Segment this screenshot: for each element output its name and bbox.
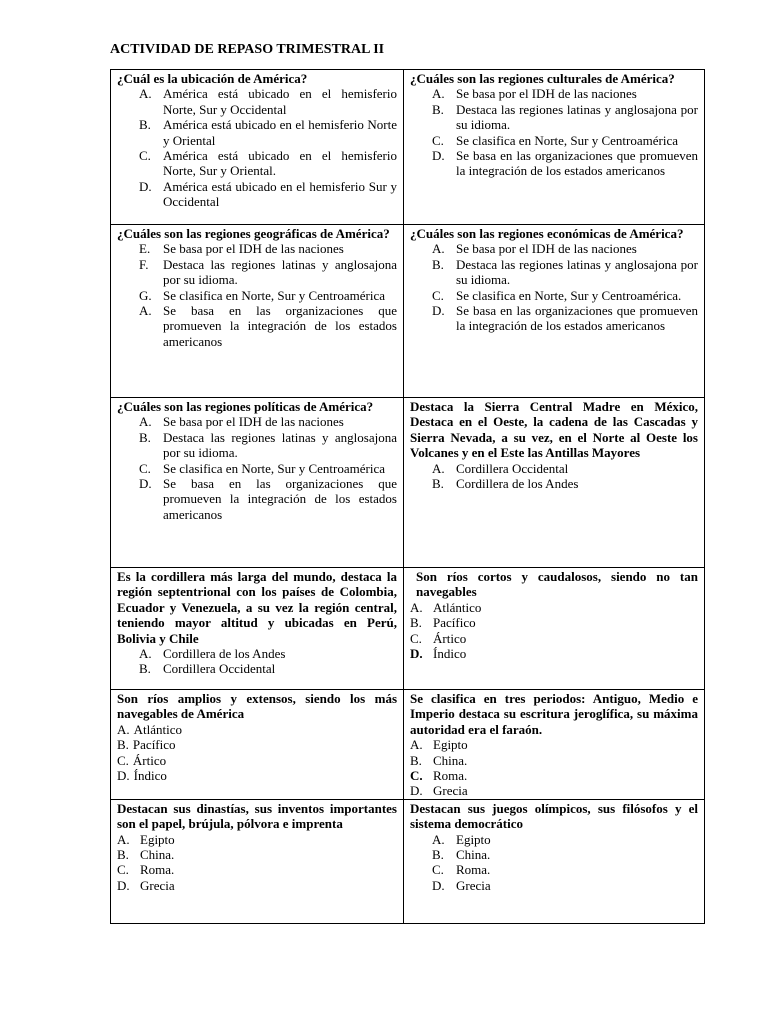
option-letter: B. bbox=[432, 101, 444, 117]
option-letter: C. bbox=[139, 460, 151, 476]
question-text: ¿Cuál es la ubicación de América? bbox=[117, 71, 308, 86]
quiz-table bbox=[110, 69, 705, 924]
option-letter: C. bbox=[432, 862, 444, 878]
option-item bbox=[117, 148, 397, 179]
option-item bbox=[117, 832, 397, 847]
option-item bbox=[410, 148, 698, 179]
option-letter: D. bbox=[410, 783, 423, 799]
option-item bbox=[117, 768, 397, 783]
option-text: Egipto bbox=[456, 831, 491, 847]
option-letter: A. bbox=[117, 831, 130, 847]
question-cell bbox=[404, 398, 705, 568]
option-text: Pacífico bbox=[132, 737, 176, 753]
option-item bbox=[117, 303, 397, 349]
option-text: Roma. bbox=[456, 862, 491, 878]
option-letter: A. bbox=[432, 831, 445, 847]
question-cell bbox=[404, 799, 705, 923]
question-text: ¿Cuáles son las regiones políticas de América? bbox=[117, 399, 374, 414]
option-text: Se clasifica en Norte, Sur y Centroamérica bbox=[163, 460, 385, 476]
option-text: China. bbox=[433, 752, 468, 768]
option-item bbox=[117, 753, 397, 768]
option-item bbox=[410, 257, 698, 288]
option-text: Destaca las regiones latinas y anglosajona por su idioma. bbox=[163, 256, 397, 288]
option-item bbox=[410, 288, 698, 303]
option-letter: A. bbox=[139, 303, 152, 319]
option-text: Se basa por el IDH de las naciones bbox=[456, 86, 637, 102]
option-text: Índico bbox=[433, 646, 467, 662]
option-item bbox=[410, 862, 698, 877]
option-text: Se basa en las organizaciones que promueven la integración de los estados americanos bbox=[163, 476, 397, 522]
option-item bbox=[117, 430, 397, 461]
option-text: Cordillera Occidental bbox=[456, 460, 569, 476]
option-item bbox=[410, 631, 698, 646]
option-text: Destaca las regiones latinas y anglosajona por su idioma. bbox=[163, 429, 397, 461]
table-row bbox=[111, 225, 705, 398]
question-text: Es la cordillera más larga del mundo, destaca la región septentrional con los países de Colombia, Ecuador y Venezuela, a su vez la región central, teniendo mayor altitud y ubicadas en Perú, Bolivia y Chile bbox=[117, 569, 397, 646]
option-text: Se clasifica en Norte, Sur y Centroamérica. bbox=[456, 287, 682, 303]
option-letter: B. bbox=[432, 476, 444, 492]
option-item bbox=[410, 241, 698, 256]
question-text: Se clasifica en tres periodos: Antiguo, Medio e Imperio destaca su escritura jeroglífica, su máxima autoridad era el faraón. bbox=[410, 691, 698, 737]
option-text: Se basa por el IDH de las naciones bbox=[163, 414, 344, 430]
option-item bbox=[410, 783, 698, 798]
option-item bbox=[117, 646, 397, 661]
option-text: Índico bbox=[133, 768, 167, 784]
question-text: ¿Cuáles son las regiones geográficas de América? bbox=[117, 226, 390, 241]
option-item bbox=[410, 600, 698, 615]
options-list bbox=[410, 600, 698, 662]
option-text: Cordillera de los Andes bbox=[163, 646, 286, 662]
question-text: ¿Cuáles son las regiones económicas de América? bbox=[410, 226, 684, 241]
option-letter: D. bbox=[117, 768, 130, 784]
question-text: ¿Cuáles son las regiones culturales de América? bbox=[410, 71, 675, 86]
options-list bbox=[117, 646, 397, 677]
option-letter: A. bbox=[432, 241, 445, 257]
option-letter: C. bbox=[410, 630, 422, 646]
option-letter: B. bbox=[139, 429, 151, 445]
question-text: Destaca la Sierra Central Madre en México, Destaca en el Oeste, la cadena de las Cascadas y Sierra Nevada, a su vez, en el Norte al Oeste los Volcanes y en el Este las Antillas Mayores bbox=[410, 399, 698, 461]
question-text: Son ríos amplios y extensos, siendo los más navegables de América bbox=[117, 691, 397, 722]
option-text: América está ubicado en el hemisferio Norte, Sur y Oriental. bbox=[163, 148, 397, 179]
option-letter: A. bbox=[432, 460, 445, 476]
table-row bbox=[111, 568, 705, 690]
option-item bbox=[117, 476, 397, 522]
option-text: China. bbox=[456, 847, 491, 863]
option-letter: C. bbox=[117, 862, 129, 878]
option-item bbox=[117, 414, 397, 429]
question-cell bbox=[111, 568, 404, 690]
option-text: América está ubicado en el hemisferio Sur y Occidental bbox=[163, 178, 397, 210]
option-item bbox=[410, 737, 698, 752]
option-item bbox=[410, 615, 698, 630]
option-text: Pacífico bbox=[433, 615, 476, 631]
option-text: Roma. bbox=[433, 768, 468, 784]
option-text: Grecia bbox=[456, 877, 491, 893]
option-text: América está ubicado en el hemisferio Norte, Sur y Occidental bbox=[163, 86, 397, 117]
question-cell bbox=[404, 690, 705, 800]
question-cell bbox=[404, 70, 705, 225]
options-list bbox=[410, 461, 698, 492]
option-item bbox=[117, 179, 397, 210]
options-list bbox=[410, 241, 698, 333]
option-letter: A. bbox=[139, 414, 152, 430]
option-text: Grecia bbox=[140, 877, 175, 893]
table-row bbox=[111, 690, 705, 800]
options-list bbox=[117, 832, 397, 894]
option-letter: C. bbox=[139, 148, 151, 164]
option-text: Ártico bbox=[132, 752, 167, 768]
option-letter: B. bbox=[139, 117, 151, 133]
option-item bbox=[117, 461, 397, 476]
option-letter: C. bbox=[117, 752, 129, 768]
table-row bbox=[111, 398, 705, 568]
option-letter: A. bbox=[117, 721, 130, 737]
document-title: ACTIVIDAD DE REPASO TRIMESTRAL II bbox=[110, 42, 385, 57]
option-item bbox=[410, 753, 698, 768]
option-item bbox=[410, 86, 698, 101]
option-item bbox=[410, 832, 698, 847]
question-cell bbox=[404, 568, 705, 690]
option-text: Se basa por el IDH de las naciones bbox=[456, 241, 637, 257]
options-list bbox=[410, 86, 698, 178]
option-letter: D. bbox=[117, 877, 130, 893]
table-row bbox=[111, 70, 705, 225]
option-letter: A. bbox=[410, 737, 423, 753]
table-row bbox=[111, 799, 705, 923]
option-letter: B. bbox=[410, 752, 422, 768]
option-item bbox=[117, 257, 397, 288]
option-letter: D. bbox=[139, 476, 152, 492]
option-text: Cordillera de los Andes bbox=[456, 476, 579, 492]
option-item bbox=[410, 461, 698, 476]
option-item bbox=[410, 768, 698, 783]
question-text: Destacan sus dinastías, sus inventos importantes son el papel, brújula, pólvora e imprenta bbox=[117, 800, 397, 832]
option-text: Grecia bbox=[433, 783, 468, 799]
option-item bbox=[117, 862, 397, 877]
option-letter: D. bbox=[139, 178, 152, 194]
question-cell bbox=[111, 690, 404, 800]
option-text: Roma. bbox=[140, 862, 175, 878]
option-letter: B. bbox=[432, 847, 444, 863]
option-letter: D. bbox=[432, 303, 445, 319]
option-letter: B. bbox=[117, 847, 129, 863]
question-cell bbox=[111, 398, 404, 568]
option-text: Se basa en las organizaciones que promueven la integración de los estados americanos bbox=[456, 148, 698, 179]
question-cell bbox=[111, 799, 404, 923]
option-item bbox=[117, 288, 397, 303]
option-text: Atlántico bbox=[433, 599, 482, 615]
option-letter: B. bbox=[117, 737, 129, 753]
option-text: Se clasifica en Norte, Sur y Centroamérica bbox=[163, 287, 385, 303]
option-item bbox=[410, 847, 698, 862]
options-list bbox=[410, 832, 698, 894]
option-text: Se basa en las organizaciones que promueven la integración de los estados americanos bbox=[163, 303, 397, 349]
option-letter: A. bbox=[410, 599, 423, 615]
option-text: Se clasifica en Norte, Sur y Centroamérica bbox=[456, 132, 678, 148]
question-text: Son ríos cortos y caudalosos, siendo no tan navegables bbox=[416, 569, 698, 600]
option-text: Atlántico bbox=[133, 721, 183, 737]
option-text: Se basa en las organizaciones que promueven la integración de los estados americanos bbox=[456, 303, 698, 334]
question-text: Destacan sus juegos olímpicos, sus filósofos y el sistema democrático bbox=[410, 800, 698, 832]
option-text: Egipto bbox=[140, 831, 175, 847]
options-list bbox=[117, 86, 397, 209]
options-list bbox=[117, 241, 397, 349]
option-item bbox=[117, 847, 397, 862]
option-item bbox=[410, 102, 698, 133]
option-text: Cordillera Occidental bbox=[163, 661, 276, 677]
option-letter: B. bbox=[432, 256, 444, 272]
option-item bbox=[117, 661, 397, 676]
option-item bbox=[117, 86, 397, 117]
question-cell bbox=[111, 70, 404, 225]
option-letter: D. bbox=[432, 148, 445, 164]
option-item bbox=[117, 722, 397, 737]
options-list bbox=[117, 414, 397, 522]
option-text: China. bbox=[140, 847, 175, 863]
option-item bbox=[410, 646, 698, 661]
option-letter: F. bbox=[139, 256, 149, 272]
option-item bbox=[117, 117, 397, 148]
option-text: Ártico bbox=[433, 630, 467, 646]
option-letter: B. bbox=[139, 661, 151, 677]
options-list bbox=[410, 737, 698, 799]
option-text: Se basa por el IDH de las naciones bbox=[163, 241, 344, 257]
option-item bbox=[410, 476, 698, 491]
option-letter: D. bbox=[432, 877, 445, 893]
option-letter: C. bbox=[432, 287, 444, 303]
question-cell bbox=[111, 225, 404, 398]
option-letter: A. bbox=[432, 86, 445, 102]
option-item bbox=[117, 737, 397, 752]
option-item bbox=[410, 133, 698, 148]
option-item bbox=[410, 303, 698, 334]
option-text: Egipto bbox=[433, 737, 468, 753]
option-letter: A. bbox=[139, 646, 152, 662]
question-cell bbox=[404, 225, 705, 398]
option-letter: C. bbox=[432, 132, 444, 148]
option-letter: D. bbox=[410, 646, 423, 662]
option-letter: G. bbox=[139, 287, 152, 303]
option-item bbox=[117, 878, 397, 893]
option-item bbox=[117, 241, 397, 256]
option-item bbox=[410, 878, 698, 893]
option-letter: C. bbox=[410, 768, 423, 784]
option-letter: E. bbox=[139, 241, 151, 257]
option-letter: A. bbox=[139, 86, 152, 102]
option-text: Destaca las regiones latinas y anglosajona por su idioma. bbox=[456, 101, 698, 133]
option-text: Destaca las regiones latinas y anglosajona por su idioma. bbox=[456, 256, 698, 288]
options-list bbox=[117, 722, 397, 784]
option-letter: B. bbox=[410, 615, 422, 631]
option-text: América está ubicado en el hemisferio Norte y Oriental bbox=[163, 117, 397, 148]
